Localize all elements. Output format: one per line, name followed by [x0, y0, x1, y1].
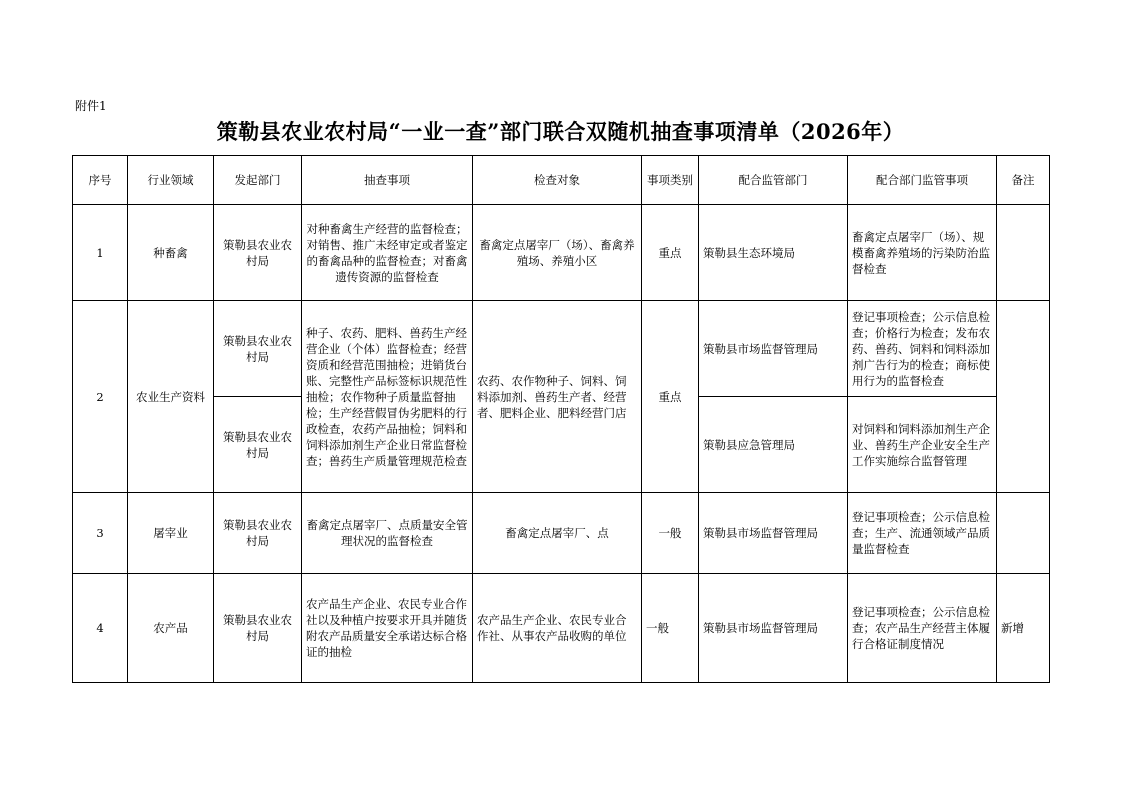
cell-coop-dept: 策勒县市场监督管理局 [699, 301, 848, 397]
cell-remark [997, 493, 1050, 574]
table-header-row [73, 156, 1050, 205]
header-coop-dept: 配合监管部门 [699, 156, 848, 205]
inspection-table [72, 155, 1050, 683]
cell-remark [997, 205, 1050, 301]
cell-target: 畜禽定点屠宰厂、点 [473, 493, 642, 574]
header-target: 检查对象 [473, 156, 642, 205]
cell-no: 4 [73, 574, 128, 683]
cell-remark: 新增 [997, 574, 1050, 683]
cell-dept: 策勒县农业农村局 [214, 493, 302, 574]
cell-target: 农药、农作物种子、饲料、饲料添加剂、兽药生产者、经营者、肥料企业、肥料经营门店 [473, 301, 642, 493]
cell-category: 重点 [642, 205, 699, 301]
cell-category: 一般 [642, 574, 699, 683]
header-item: 抽查事项 [302, 156, 473, 205]
document-title: 策勒县农业农村局“一业一查”部门联合双随机抽查事项清单（2026年） [216, 119, 905, 144]
cell-coop-item: 畜禽定点屠宰厂（场）、规模畜禽养殖场的污染防治监督检查 [848, 205, 997, 301]
cell-coop-dept: 策勒县市场监督管理局 [699, 574, 848, 683]
cell-coop-item: 登记事项检查；公示信息检查；价格行为检查；发布农药、兽药、饲料和饲料添加剂广告行为的检查；商标使用行为的监督检查 [848, 301, 997, 397]
cell-no: 2 [73, 301, 128, 493]
cell-field: 农业生产资料 [128, 301, 214, 493]
cell-field: 屠宰业 [128, 493, 214, 574]
cell-no: 1 [73, 205, 128, 301]
cell-remark [997, 301, 1050, 493]
cell-coop-item: 登记事项检查；公示信息检查；农产品生产经营主体履行合格证制度情况 [848, 574, 997, 683]
header-field: 行业领域 [128, 156, 214, 205]
header-remark: 备注 [997, 156, 1050, 205]
table-row [73, 301, 1050, 397]
table-row [73, 205, 1050, 301]
table-row [73, 493, 1050, 574]
cell-category: 重点 [642, 301, 699, 493]
cell-dept: 策勒县农业农村局 [214, 397, 302, 493]
cell-target: 畜禽定点屠宰厂（场）、畜禽养殖场、养殖小区 [473, 205, 642, 301]
cell-field: 农产品 [128, 574, 214, 683]
cell-item: 对种畜禽生产经营的监督检查；对销售、推广未经审定或者鉴定的畜禽品种的监督检查；对畜禽遗传资源的监督检查 [302, 205, 473, 301]
cell-target: 农产品生产企业、农民专业合作社、从事农产品收购的单位 [473, 574, 642, 683]
cell-dept: 策勒县农业农村局 [214, 574, 302, 683]
cell-item: 畜禽定点屠宰厂、点质量安全管理状况的监督检查 [302, 493, 473, 574]
header-dept: 发起部门 [214, 156, 302, 205]
cell-category: 一般 [642, 493, 699, 574]
cell-coop-item: 对饲料和饲料添加剂生产企业、兽药生产企业安全生产工作实施综合监督管理 [848, 397, 997, 493]
cell-item: 农产品生产企业、农民专业合作社以及种植户按要求开具并随货附农产品质量安全承诺达标合格证的抽检 [302, 574, 473, 683]
header-category: 事项类别 [642, 156, 699, 205]
cell-coop-dept: 策勒县市场监督管理局 [699, 493, 848, 574]
attachment-label: 附件1 [75, 99, 107, 113]
header-no: 序号 [73, 156, 128, 205]
cell-dept: 策勒县农业农村局 [214, 301, 302, 397]
table-row [73, 574, 1050, 683]
cell-coop-dept: 策勒县生态环境局 [699, 205, 848, 301]
cell-field: 种畜禽 [128, 205, 214, 301]
cell-coop-item: 登记事项检查；公示信息检查；生产、流通领域产品质量监督检查 [848, 493, 997, 574]
cell-coop-dept: 策勒县应急管理局 [699, 397, 848, 493]
cell-dept: 策勒县农业农村局 [214, 205, 302, 301]
cell-item: 种子、农药、肥料、兽药生产经营企业（个体）监督检查；经营资质和经营范围抽检；进销货台账、完整性产品标签标识规范性抽检；农作物种子质量监督抽检；生产经营假冒伪劣肥料的行政检查，农药产品抽检；饲料和饲料添加剂生产企业日常监督检查；兽药生产质量管理规范检查 [302, 301, 473, 493]
cell-no: 3 [73, 493, 128, 574]
header-coop-item: 配合部门监管事项 [848, 156, 997, 205]
